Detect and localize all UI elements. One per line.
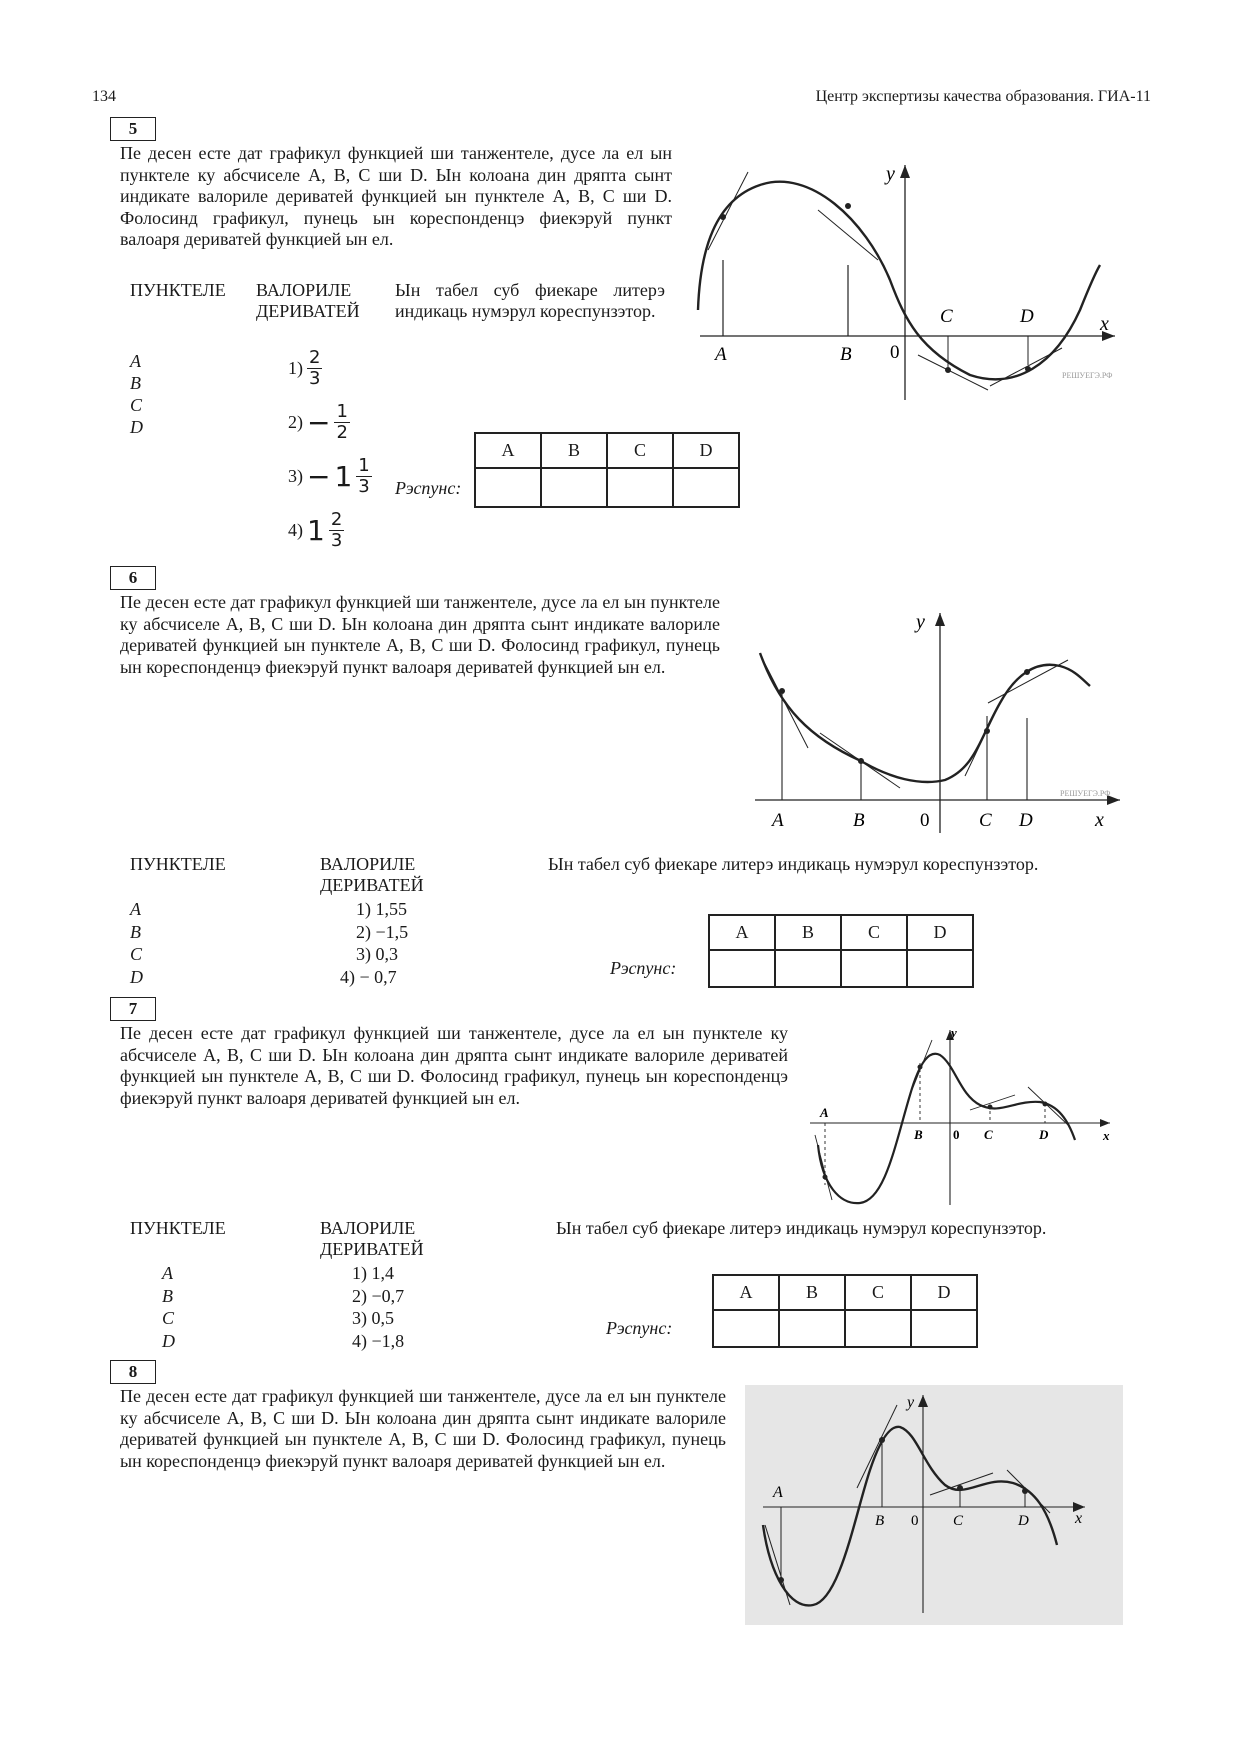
graph-background <box>745 1385 1123 1625</box>
point-label: B <box>162 1285 173 1306</box>
task-8-text: Пе десен есте дат графикул функцией ши танжентеле, дусе ла ел ын пунктеле ку абсчиселе A, B, C ши D. Ын колоана дин дряпта сынт индикате валориле дериватей функцией ын пунктеле A, B, C ши D. Фолосинд графикул, пунець ын кореспонденцэ фиекэруй пункт валоаря дериватей функцией ын ел. <box>120 1386 726 1471</box>
x-label: x <box>1100 313 1109 335</box>
origin-label: 0 <box>911 1513 919 1529</box>
point-label: B <box>130 373 141 393</box>
task-number-7: 7 <box>110 997 156 1021</box>
watermark: РЕШУЕГЭ.РФ <box>1062 371 1113 380</box>
point-d-label: D <box>1020 306 1034 327</box>
minus-sign: − <box>307 460 331 493</box>
answer-header: D <box>911 1275 977 1310</box>
option-label: 1) <box>288 358 303 378</box>
answer-header: A <box>475 433 541 468</box>
option-label: 2) <box>288 412 303 432</box>
whole-part: 1 <box>307 514 325 547</box>
point-a-label: A <box>773 1484 783 1501</box>
function-curve <box>818 1054 1075 1203</box>
x-label: x <box>1075 1510 1083 1527</box>
values-header-line1: ВАЛОРИЛЕ <box>256 280 352 300</box>
value-option: 4) − 0,7 <box>340 966 397 987</box>
denominator: 3 <box>309 368 321 389</box>
task-6-answer-table <box>708 914 974 988</box>
option-label: 3) <box>288 466 303 486</box>
point-c-label: C <box>940 306 953 327</box>
y-label: y <box>951 1025 957 1040</box>
fraction <box>334 402 349 443</box>
point-b-label: B <box>914 1127 923 1142</box>
task-5-graph <box>690 160 1120 410</box>
origin-label: 0 <box>890 342 900 363</box>
task-7-points-header: ПУНКТЕЛЕ <box>130 1218 226 1238</box>
point-a-label: A <box>715 344 727 365</box>
answer-cell-d[interactable] <box>907 950 973 987</box>
point-c-label: C <box>979 810 992 831</box>
value-option: 1) 1,55 <box>356 899 407 919</box>
answer-header: A <box>709 915 775 950</box>
values-header-line1: ВАЛОРИЛЕ <box>320 854 416 874</box>
origin-label: 0 <box>953 1127 960 1142</box>
function-curve <box>760 653 1090 782</box>
task-5-values-header <box>256 280 360 322</box>
task-7-values-header <box>320 1218 424 1260</box>
watermark: РЕШУЕГЭ.РФ <box>1060 789 1111 798</box>
answer-header: C <box>841 915 907 950</box>
values-header-line2: ДЕРИВАТЕЙ <box>320 875 424 895</box>
whole-part: 1 <box>334 460 353 493</box>
task-6-values-header <box>320 854 424 896</box>
y-label: y <box>886 163 895 185</box>
task-5-points-list <box>130 350 143 438</box>
point-label: D <box>162 1330 175 1351</box>
page-number: 134 <box>92 88 116 105</box>
point-b-label: B <box>875 1513 885 1529</box>
task-7-instruction: Ын табел суб фиекаре литерэ индикаць нумэрул кореспунзэтор. <box>556 1218 1047 1238</box>
value-option: 3) 0,5 <box>352 1308 394 1328</box>
denominator: 3 <box>330 530 343 551</box>
answer-header: D <box>673 433 739 468</box>
answer-cell-a[interactable] <box>475 468 541 507</box>
task-6-instruction: Ын табел суб фиекаре литерэ индикаць нумэрул кореспунзэтор. <box>548 854 1039 874</box>
answer-header: B <box>775 915 841 950</box>
point-d-label: D <box>1039 1127 1049 1142</box>
task-8-graph <box>745 1385 1123 1625</box>
task-5-option-1 <box>288 348 322 389</box>
answer-cell-d[interactable] <box>673 468 739 507</box>
denominator: 3 <box>358 476 370 497</box>
task-6-graph <box>750 608 1130 838</box>
point-label: C <box>130 395 143 415</box>
task-7-values-list <box>352 1262 404 1352</box>
fraction <box>329 510 344 551</box>
answer-cell-c[interactable] <box>845 1310 911 1347</box>
numerator: 1 <box>336 401 348 422</box>
task-6-values-list <box>340 898 408 988</box>
point-a-label: A <box>820 1105 829 1120</box>
fraction <box>307 348 322 389</box>
answer-header: B <box>541 433 607 468</box>
point-label: B <box>130 921 141 942</box>
point-label: A <box>162 1263 173 1283</box>
task-5-points-header: ПУНКТЕЛЕ <box>130 280 226 300</box>
answer-cell-d[interactable] <box>911 1310 977 1347</box>
task-7-answer-table <box>712 1274 978 1348</box>
numerator: 1 <box>358 455 370 476</box>
numerator: 2 <box>330 509 343 530</box>
point-c-label: C <box>953 1513 964 1529</box>
task-6-points-header: ПУНКТЕЛЕ <box>130 854 226 874</box>
value-option: 3) 0,3 <box>356 944 398 964</box>
values-header-line2: ДЕРИВАТЕЙ <box>256 301 360 321</box>
x-label: x <box>1103 1128 1110 1143</box>
answer-header: A <box>713 1275 779 1310</box>
point-label: A <box>130 351 141 371</box>
value-option: 2) −0,7 <box>352 1285 405 1306</box>
minus-sign: − <box>307 406 331 439</box>
task-6-text: Пе десен есте дат графикул функцией ши танжентеле, дусе ла ел ын пунктеле ку абсчиселе A, B, C ши D. Ын колоана дин дряпта сынт индикате валориле дериватей функцией ын пунктеле A, B, C ши D. Фолосинд графикул, пунець ын кореспонденцэ фиекэруй пункт валоаря дериватей функцией ын ел. <box>120 592 720 677</box>
task-5-answer-table <box>474 432 740 508</box>
answer-cell-c[interactable] <box>841 950 907 987</box>
task-5-option-3 <box>288 456 372 497</box>
task-5-option-2 <box>288 402 350 443</box>
numerator: 2 <box>309 347 321 368</box>
task-5-text: Пе десен есте дат графикул функцией ши танжентеле, дусе ла ел ын пунктеле ку абсчиселе A, B, C ши D. Ын колоана дин дряпта сынт индикате валориле дериватей функцией ын пунктеле A, B, C ши D. Фолосинд графикул, пунець ын кореспонденцэ фиекэруй пункт валоаря дериватей функцией ын ел. <box>120 143 672 249</box>
point-b-label: B <box>853 810 865 831</box>
task-5-option-4 <box>288 510 344 551</box>
denominator: 2 <box>336 422 348 443</box>
answer-cell-a[interactable] <box>713 1310 779 1347</box>
answer-header: C <box>845 1275 911 1310</box>
value-option: 2) −1,5 <box>356 921 409 942</box>
point-label: C <box>130 944 143 964</box>
task-7-graph <box>800 1025 1120 1215</box>
point-a-label: A <box>772 810 784 831</box>
task-number-8: 8 <box>110 1360 156 1384</box>
task-number-6: 6 <box>110 566 156 590</box>
answer-cell-b[interactable] <box>779 1310 845 1347</box>
point-label: D <box>130 966 143 987</box>
values-header-line1: ВАЛОРИЛЕ <box>320 1218 416 1238</box>
answer-cell-c[interactable] <box>607 468 673 507</box>
point-d-label: D <box>1018 1513 1029 1529</box>
answer-header: D <box>907 915 973 950</box>
running-header: Центр экспертизы качества образования. ГИА-11 <box>815 88 1151 105</box>
task-6-answer-label: Рэспунс: <box>610 958 677 978</box>
fraction <box>356 456 371 497</box>
task-6-points-list <box>130 898 143 988</box>
task-number-5: 5 <box>110 117 156 141</box>
answer-cell-b[interactable] <box>775 950 841 987</box>
task-7-text: Пе десен есте дат графикул функцией ши танжентеле, дусе ла ел ын пунктеле ку абсчиселе A, B, C ши D. Ын колоана дин дряпта сынт индикате валориле дериватей функцией ын пунктеле A, B, C ши D. Фолосинд графикул, пунець ын кореспонденцэ фиекэруй пункт валоаря дериватей функцией ын ел. <box>120 1023 788 1108</box>
task-5-instruction: Ын табел суб фиекаре литерэ индикаць нумэрул кореспунзэтор. <box>395 280 665 321</box>
point-label: C <box>162 1308 175 1328</box>
task-7-answer-label: Рэспунс: <box>606 1318 673 1338</box>
answer-cell-a[interactable] <box>709 950 775 987</box>
point-d-label: D <box>1019 810 1033 831</box>
task-5-answer-label: Рэспунс: <box>395 478 462 498</box>
y-label: y <box>916 611 925 633</box>
option-label: 4) <box>288 520 303 540</box>
answer-cell-b[interactable] <box>541 468 607 507</box>
point-label: A <box>130 899 141 919</box>
values-header-line2: ДЕРИВАТЕЙ <box>320 1239 424 1259</box>
origin-label: 0 <box>920 810 930 831</box>
task-7-points-list <box>162 1262 175 1352</box>
y-label: y <box>907 1394 915 1411</box>
point-label: D <box>130 417 143 437</box>
value-option: 1) 1,4 <box>352 1263 394 1283</box>
answer-header: B <box>779 1275 845 1310</box>
point-b-label: B <box>840 344 852 365</box>
point-c-label: C <box>984 1127 993 1142</box>
answer-header: C <box>607 433 673 468</box>
x-label: x <box>1095 809 1104 831</box>
value-option: 4) −1,8 <box>352 1330 405 1351</box>
